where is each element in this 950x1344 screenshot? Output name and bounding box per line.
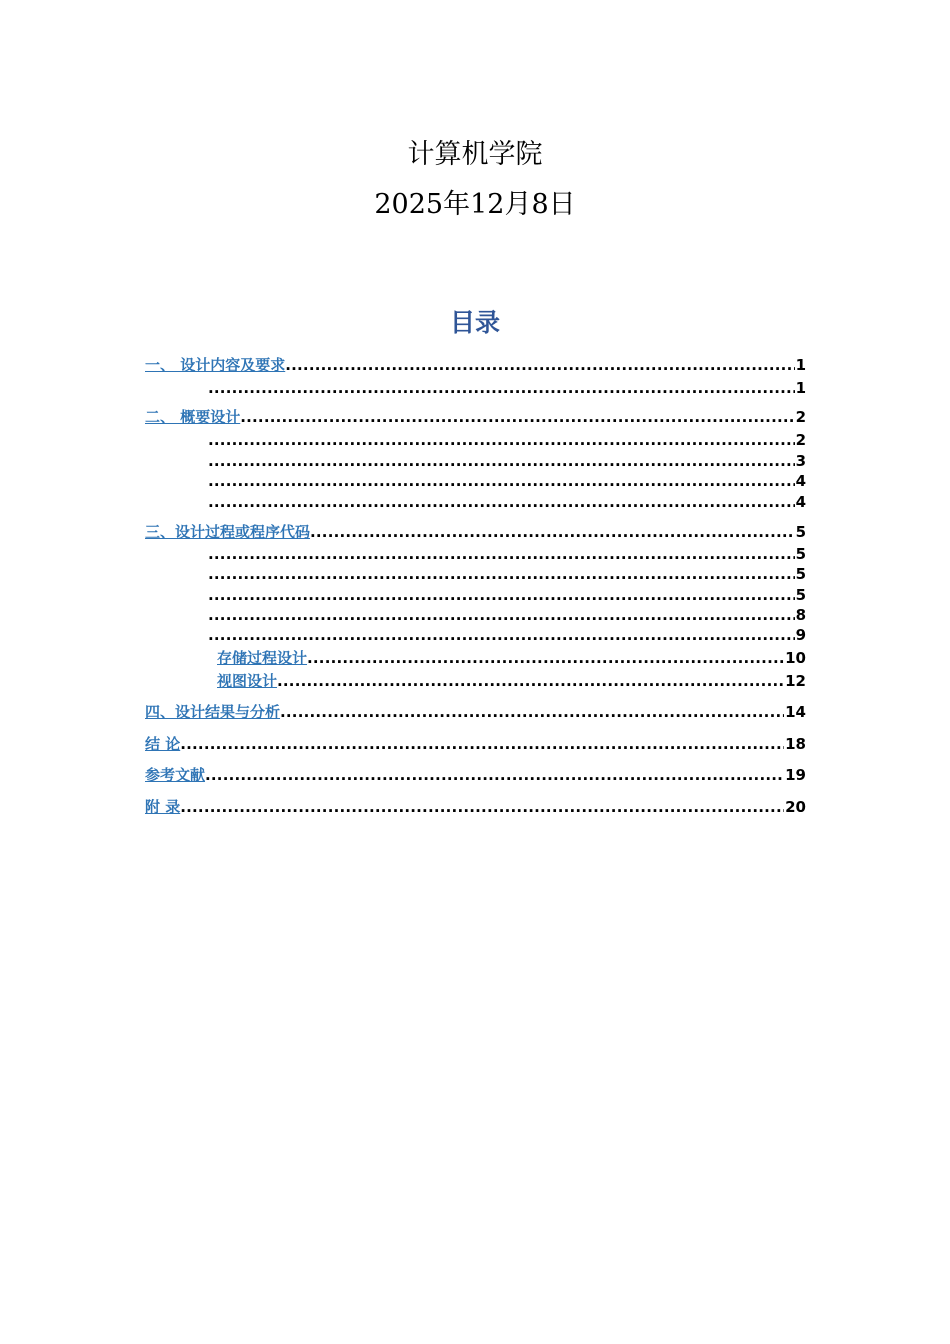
- toc-entry-stored-procedure[interactable]: [145, 646, 806, 668]
- toc-entry-label[interactable]: 一、 设计内容及要求: [145, 356, 286, 374]
- toc-page-number: 18: [785, 735, 806, 753]
- toc-page-number: 5: [795, 545, 806, 563]
- toc-leader-dots: [240, 407, 794, 427]
- toc-entry-label[interactable]: 附 录: [145, 798, 181, 816]
- toc-page-number: 1: [795, 379, 806, 397]
- toc-page-number: 10: [785, 649, 806, 667]
- toc-page-number: 2: [795, 408, 806, 426]
- toc-entry-2-1[interactable]: [145, 428, 806, 450]
- toc-page-number: 4: [795, 472, 806, 490]
- toc-page-number: 20: [785, 798, 806, 816]
- toc-page-number: 8: [795, 606, 806, 624]
- toc-page-number: 1: [795, 356, 806, 374]
- toc-leader-dots: [208, 585, 795, 605]
- toc-leader-dots: [208, 605, 795, 625]
- toc-entry-3-4[interactable]: [145, 603, 806, 625]
- toc-entry-view-design[interactable]: [145, 669, 806, 691]
- toc-leader-dots: [310, 522, 795, 542]
- toc-leader-dots: [208, 625, 795, 645]
- toc-leader-dots: [180, 797, 784, 817]
- toc-entry-3-5[interactable]: [145, 623, 806, 645]
- toc-leader-dots: [208, 564, 795, 584]
- toc-page-number: 9: [795, 626, 806, 644]
- toc-title: 目录: [449, 308, 500, 337]
- toc-leader-dots: [208, 430, 795, 450]
- toc-page-number: 19: [785, 766, 806, 784]
- toc-entry-appendix[interactable]: [145, 795, 806, 817]
- toc-page-number: 2: [795, 431, 806, 449]
- toc-entry-3-1[interactable]: [145, 542, 806, 564]
- toc-entry-label[interactable]: 参考文献: [145, 766, 206, 784]
- toc-entry-1-1[interactable]: [145, 376, 806, 398]
- toc-leader-dots: [208, 451, 795, 471]
- toc-entry-conclusion[interactable]: [145, 732, 806, 754]
- toc-entry-label[interactable]: 结 论: [145, 735, 181, 753]
- toc-page-number: 14: [785, 703, 806, 721]
- toc-leader-dots: [180, 734, 784, 754]
- toc-entry-3-2[interactable]: [145, 562, 806, 584]
- toc-entry-label[interactable]: 存储过程设计: [217, 649, 308, 667]
- toc-entry-label[interactable]: 四、设计结果与分析: [145, 703, 281, 721]
- toc-leader-dots: [205, 765, 784, 785]
- college-name: 计算机学院: [407, 139, 543, 170]
- toc-entry-2-4[interactable]: [145, 490, 806, 512]
- toc-entry-2-3[interactable]: [145, 469, 806, 491]
- toc-page-number: 3: [795, 452, 806, 470]
- toc-leader-dots: [208, 544, 795, 564]
- toc-entry-references[interactable]: [145, 763, 806, 785]
- toc-entry-2-2[interactable]: [145, 449, 806, 471]
- report-date: 2025年12月8日: [374, 189, 576, 220]
- toc-page-number: 5: [795, 523, 806, 541]
- toc-entry-label[interactable]: 二、 概要设计: [145, 408, 241, 426]
- toc-entry-3-3[interactable]: [145, 583, 806, 605]
- toc-leader-dots: [208, 378, 795, 398]
- toc-leader-dots: [208, 471, 795, 491]
- toc-leader-dots: [307, 648, 784, 668]
- toc-entry-label[interactable]: 视图设计: [217, 672, 278, 690]
- toc-entry-4[interactable]: [145, 700, 806, 722]
- toc-page-number: 5: [795, 565, 806, 583]
- toc-page-number: 5: [795, 586, 806, 604]
- toc-leader-dots: [277, 671, 784, 691]
- toc-leader-dots: [285, 355, 794, 375]
- toc-leader-dots: [280, 702, 784, 722]
- toc-entry-3[interactable]: [145, 520, 806, 542]
- toc-leader-dots: [208, 492, 795, 512]
- toc-entry-2[interactable]: [145, 405, 806, 427]
- toc-entry-1[interactable]: [145, 353, 806, 375]
- toc-entry-label[interactable]: 三、设计过程或程序代码: [145, 523, 311, 541]
- toc-page-number: 4: [795, 493, 806, 511]
- toc-page-number: 12: [785, 672, 806, 690]
